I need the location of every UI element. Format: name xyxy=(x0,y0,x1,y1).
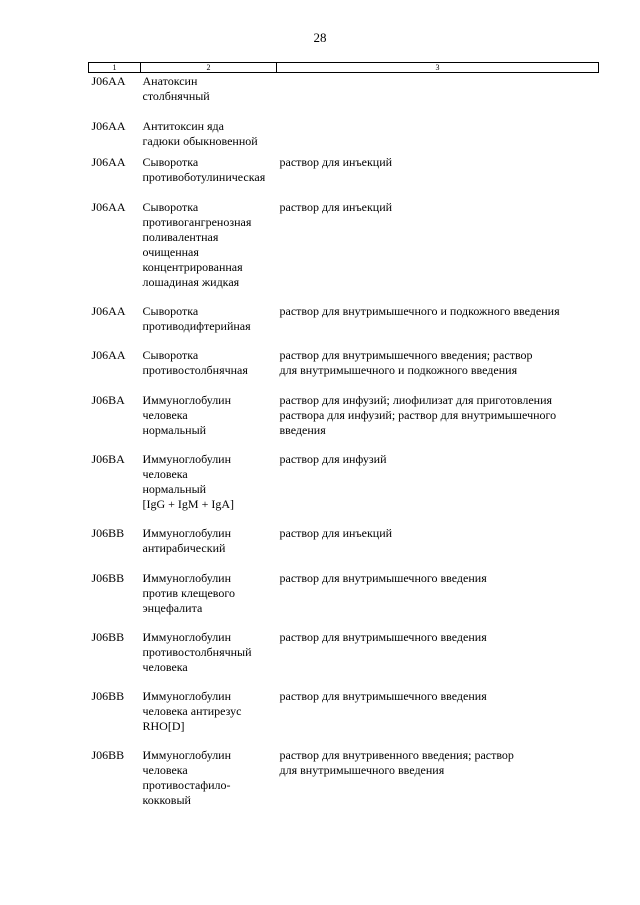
table-row xyxy=(89,630,599,689)
drug-name-cell xyxy=(141,119,277,155)
drug-name-line: Иммуноглобулин xyxy=(142,689,232,703)
drug-name-line: человека xyxy=(142,660,188,674)
atc-code-cell: J06BA xyxy=(91,393,125,407)
table-body xyxy=(89,73,599,823)
drug-name-line: концентрированная xyxy=(142,260,243,274)
dosage-form-cell xyxy=(277,526,599,571)
atc-code-cell: J06AA xyxy=(91,200,126,214)
table-row xyxy=(89,393,599,452)
table-row xyxy=(89,73,599,120)
dosage-form-cell xyxy=(277,452,599,526)
atc-code-cell: J06BB xyxy=(91,748,125,762)
drug-name-line: против клещевого xyxy=(142,586,236,600)
drug-name-cell xyxy=(141,155,277,200)
drug-name-cell xyxy=(141,73,277,120)
drug-name-line: Сыворотка xyxy=(142,348,199,362)
dosage-form-cell xyxy=(277,155,599,200)
table-row xyxy=(89,200,599,304)
drug-name-cell xyxy=(141,689,277,748)
dosage-form-cell xyxy=(277,73,599,120)
drug-name-cell xyxy=(141,348,277,393)
table-row xyxy=(89,526,599,571)
table-row xyxy=(89,348,599,393)
table-row xyxy=(89,748,599,822)
dosage-form-cell xyxy=(277,119,599,155)
dosage-form-line: раствор для внутримышечного введения; раствор xyxy=(279,348,533,362)
drug-name-line: Иммуноглобулин xyxy=(142,393,232,407)
drug-name-cell xyxy=(141,393,277,452)
dosage-form-line: раствор для инъекций xyxy=(279,200,393,214)
atc-code-cell: J06BB xyxy=(91,526,125,540)
dosage-form-line: раствор для внутримышечного введения xyxy=(279,630,487,644)
drug-name-line: нормальный xyxy=(142,482,207,496)
dosage-form-line: раствора для инфузий; раствор для внутримышечного xyxy=(279,408,557,422)
dosage-form-line: раствор для инфузий; лиофилизат для приготовления xyxy=(279,393,553,407)
drug-name-line: энцефалита xyxy=(142,601,203,615)
drug-name-cell xyxy=(141,748,277,822)
dosage-form-cell xyxy=(277,630,599,689)
drug-name-line: поливалентная xyxy=(142,230,219,244)
dosage-form-cell xyxy=(277,571,599,630)
table-header xyxy=(89,63,599,73)
column-header-3: 3 xyxy=(277,63,599,73)
dosage-form-line: раствор для инъекций xyxy=(279,526,393,540)
drug-name-line: гадюки обыкновенной xyxy=(142,134,258,148)
drug-name-line: Сыворотка xyxy=(142,155,199,169)
drug-name-line: противодифтерийная xyxy=(142,319,251,333)
drug-name-line: человека xyxy=(142,763,188,777)
drug-name-cell xyxy=(141,526,277,571)
drug-name-cell xyxy=(141,200,277,304)
dosage-form-line: раствор для внутримышечного введения xyxy=(279,689,487,703)
drug-name-line: Иммуноглобулин xyxy=(142,526,232,540)
dosage-form-cell xyxy=(277,348,599,393)
dosage-form-cell xyxy=(277,304,599,348)
table-row xyxy=(89,155,599,200)
drug-name-line: антирабический xyxy=(142,541,226,555)
table-row xyxy=(89,571,599,630)
drug-name-line: противоботулиническая xyxy=(142,170,266,184)
table-row xyxy=(89,119,599,155)
drug-name-line: Сыворотка xyxy=(142,304,199,318)
column-header-2: 2 xyxy=(141,63,277,73)
drug-name-cell xyxy=(141,452,277,526)
drug-name-line: RHO[D] xyxy=(142,719,185,733)
drug-name-cell xyxy=(141,630,277,689)
drug-name-line: лошадиная жидкая xyxy=(142,275,240,289)
drug-name-line: противостолбнячный xyxy=(142,645,252,659)
drug-name-line: человека xyxy=(142,408,188,422)
dosage-form-line: раствор для внутримышечного введения xyxy=(279,571,487,585)
drug-name-line: [IgG + IgM + IgA] xyxy=(142,497,235,511)
column-header-1: 1 xyxy=(89,63,141,73)
drug-name-line: Иммуноглобулин xyxy=(142,571,232,585)
drug-name-line: нормальный xyxy=(142,423,207,437)
dosage-form-line: для внутримышечного введения xyxy=(279,763,445,777)
drug-name-line: противогангренозная xyxy=(142,215,252,229)
drug-name-line: Сыворотка xyxy=(142,200,199,214)
table-row xyxy=(89,304,599,348)
drug-name-line: Иммуноглобулин xyxy=(142,452,232,466)
drug-name-line: кокковый xyxy=(142,793,191,807)
drug-name-cell xyxy=(141,304,277,348)
dosage-form-cell xyxy=(277,393,599,452)
atc-code-cell: J06BB xyxy=(91,689,125,703)
atc-code-cell: J06BB xyxy=(91,571,125,585)
drug-name-line: Анатоксин xyxy=(142,74,198,88)
dosage-form-line: раствор для внутривенного введения; раствор xyxy=(279,748,514,762)
atc-code-cell: J06AA xyxy=(91,74,126,88)
dosage-form-line: раствор для инъекций xyxy=(279,155,393,169)
page-number: 28 xyxy=(313,30,327,45)
drug-name-line: человека xyxy=(142,467,188,481)
dosage-form-line: для внутримышечного и подкожного введения xyxy=(279,363,518,377)
dosage-form-cell xyxy=(277,200,599,304)
drug-name-line: Иммуноглобулин xyxy=(142,630,232,644)
dosage-form-cell xyxy=(277,748,599,822)
dosage-form-line: раствор для внутримышечного и подкожного введения xyxy=(279,304,560,318)
drug-name-line: очищенная xyxy=(142,245,199,259)
atc-code-cell: J06AA xyxy=(91,304,126,318)
atc-code-cell: J06BA xyxy=(91,452,125,466)
drug-name-line: противостолбнячная xyxy=(142,363,248,377)
drug-name-line: Антитоксин яда xyxy=(142,119,224,133)
drug-table xyxy=(88,62,599,822)
drug-name-line: противостафило- xyxy=(142,778,231,792)
drug-name-line: столбнячный xyxy=(142,89,210,103)
drug-name-line: Иммуноглобулин xyxy=(142,748,232,762)
table-row xyxy=(89,689,599,748)
drug-name-line: человека антирезус xyxy=(142,704,242,718)
atc-code-cell: J06AA xyxy=(91,119,126,133)
drug-name-cell xyxy=(141,571,277,630)
table-row xyxy=(89,452,599,526)
atc-code-cell: J06BB xyxy=(91,630,125,644)
atc-code-cell: J06AA xyxy=(91,348,126,362)
dosage-form-line: введения xyxy=(279,423,326,437)
dosage-form-line: раствор для инфузий xyxy=(279,452,387,466)
dosage-form-cell xyxy=(277,689,599,748)
atc-code-cell: J06AA xyxy=(91,155,126,169)
